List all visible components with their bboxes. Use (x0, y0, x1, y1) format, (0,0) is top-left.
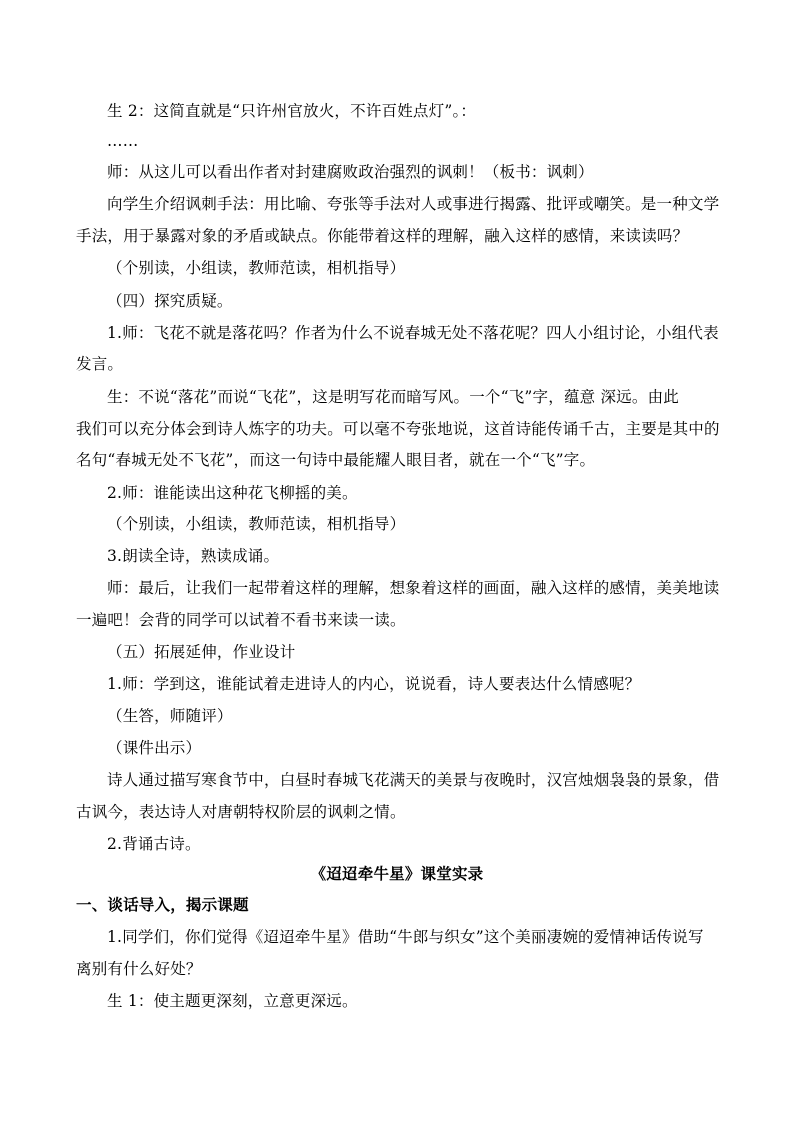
section-heading: （五）拓展延伸，作业设计 (107, 643, 296, 661)
text-line: 发言。 (76, 355, 124, 373)
text-line: 名句“春城无处不飞花”，而这一句诗中最能耀人眼目者，就在一个“飞”字。 (76, 451, 596, 469)
text-line: 我们可以充分体会到诗人炼字的功夫。可以毫不夸张地说，这首诗能传诵千古，主要是其中的 (76, 420, 720, 438)
text-line: （课件出示） (107, 739, 202, 757)
text-line: 1.师：学到这，谁能试着走进诗人的内心，说说看，诗人要表达什么情感呢？ (107, 675, 641, 693)
text-line: 离别有什么好处？ (76, 960, 202, 978)
text-line: 3.朗读全诗，熟读成诵。 (107, 547, 280, 565)
text-line: 2.师：谁能读出这种花飞柳摇的美。 (107, 484, 358, 502)
text-line: 生 2：这简直就是“只许州官放火，不许百姓点灯”。： (107, 102, 477, 120)
text-line: 古讽今，表达诗人对唐朝特权阶层的讽刺之情。 (76, 803, 406, 821)
text-line: 2.背诵古诗。 (107, 835, 201, 853)
text-line: 1.师：飞花不就是落花吗？作者为什么不说春城无处不落花呢？四人小组讨论，小组代表 (107, 324, 719, 342)
text-line: 诗人通过描写寒食节中，白昼时春城飞花满天的美景与夜晚时，汉宫烛烟袅袅的景象，借 (107, 771, 720, 789)
text-line: 生：不说“落花”而说“飞花”，这是明写花而暗写风。一个“飞”字，蕴意 深远。由此 (107, 388, 679, 406)
text-line: （个别读，小组读，教师范读，相机指导） (107, 515, 406, 533)
text-line: 师：从这儿可以看出作者对封建腐败政治强烈的讽刺！（板书：讽刺） (107, 163, 594, 181)
section-heading: （四）探究质疑。 (107, 292, 233, 310)
text-line: 生 1：使主题更深刻，立意更深远。 (107, 992, 358, 1010)
text-line: 一遍吧！会背的同学可以试着不看书来读一读。 (76, 611, 406, 629)
text-line: 师：最后，让我们一起带着这样的理解，想象着这样的画面，融入这样的感情，美美地读 (107, 579, 720, 597)
section-title: 《迢迢牵牛星》课堂实录 (310, 864, 484, 883)
text-line: 向学生介绍讽刺手法：用比喻、夸张等手法对人或事进行揭露、批评或嘲笑。是一种文学 (107, 195, 720, 213)
text-line: （个别读，小组读，教师范读，相机指导） (107, 259, 406, 277)
text-line: 1.同学们，你们觉得《迢迢牵牛星》借助“牛郎与织女”这个美丽凄婉的爱情神话传说写 (107, 928, 704, 946)
text-line: 手法，用于暴露对象的矛盾或缺点。你能带着这样的理解，融入这样的感情，来读读吗？ (76, 227, 689, 245)
ellipsis-line: …… (107, 132, 139, 150)
text-line: （生答，师随评） (107, 707, 233, 725)
section-heading: 一、谈话导入，揭示课题 (76, 895, 249, 914)
